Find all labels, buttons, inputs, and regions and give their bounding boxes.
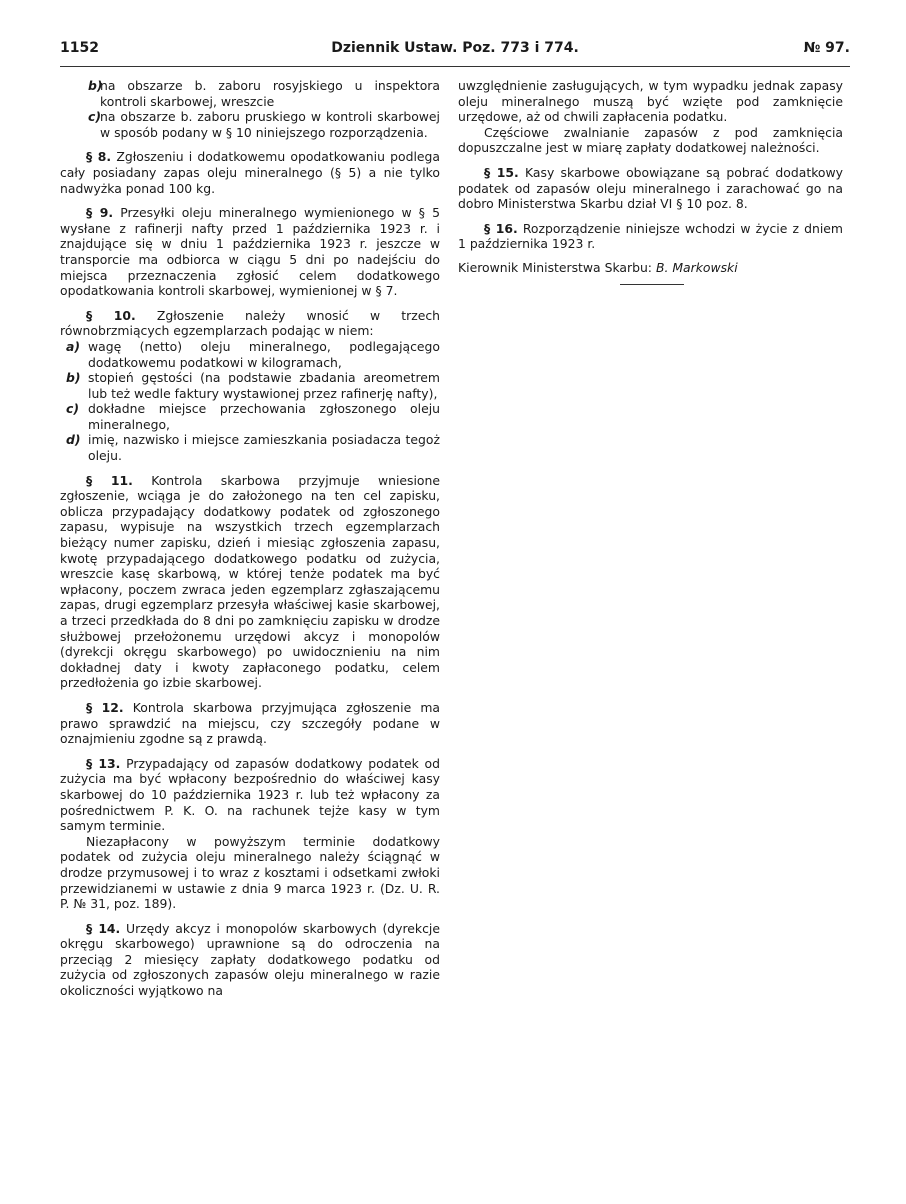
section-text: Urzędy akcyz i monopolów skarbowych (dyrekcje okręgu skarbowego) uprawnione są do odroczenia na przeciąg 2 miesięcy zapłaty dodatkowego podatku od zużycia od zgłoszonych zapasów oleju mineralnego w razie okoliczności wyjątkowo na <box>60 920 440 999</box>
section-14 <box>60 921 440 999</box>
section-text: Rozporządzenie niniejsze wchodzi w życie z dniem 1 października 1923 r. <box>458 220 843 252</box>
item-text: dokładne miejsce przechowania zgłoszonego oleju mineralnego, <box>88 401 440 432</box>
section-text: Przesyłki oleju mineralnego wymienionego w § 5 wysłane z rafinerji nafty przed 1 października 1923 r. i znajdujące się w dniu 1 października 1923 r. jeszcze w transporcie ma odbiorca w ciągu 5 dni po nadejściu do miejsca przeznaczenia zgłosić celem dodatkowego opodatkowania kontroli skarbowej, wymienionej w § 7. <box>60 205 440 299</box>
list-item <box>60 401 440 432</box>
section-number: § 12. <box>86 699 124 715</box>
page-header <box>60 40 850 62</box>
item-label: d) <box>66 432 81 448</box>
list-item <box>60 370 440 401</box>
list-item <box>60 339 440 370</box>
section-number: § 9. <box>86 205 114 221</box>
signature-name: B. Markowski <box>655 259 738 275</box>
section-text: Zgłoszeniu i dodatkowemu opodatkowaniu podlega cały posiadany zapas oleju mineralnego (§ 5) a nie tylko nadwyżka ponad 100 kg. <box>60 149 440 196</box>
section-10-items <box>60 339 440 464</box>
section-number: § 15. <box>484 164 519 180</box>
section-16 <box>458 221 843 252</box>
section-9 <box>60 205 440 299</box>
item-label: a) <box>66 338 81 354</box>
section-number: § 13. <box>86 755 121 771</box>
section-13-continuation: Niezapłacony w powyższym terminie dodatkowy podatek od zużycia oleju mineralnego należy ściągnąć w drodze przymusowej i to wraz z kosztami i odsetkami zwłoki przewidzianemi w ustawie z dnia 9 marca 1923 r. (Dz. U. R. P. № 31, poz. 189). <box>60 833 440 912</box>
item-text: na obszarze b. zaboru rosyjskiego u inspektora kontroli skarbowej, wreszcie <box>100 78 440 109</box>
section-13 <box>60 756 440 834</box>
item-text: na obszarze b. zaboru pruskiego w kontroli skarbowej w sposób podany w § 10 niniejszego rozporządzenia. <box>100 109 440 140</box>
item-label: b) <box>66 370 81 386</box>
section-number: § 11. <box>86 472 133 488</box>
section-number: § 14. <box>86 920 121 936</box>
section-number: § 16. <box>484 220 518 236</box>
item-label: c) <box>88 109 102 125</box>
signature-role: Kierownik Ministerstwa Skarbu: <box>458 259 652 275</box>
item-text: wagę (netto) oleju mineralnego, podlegającego dodatkowemu podatkowi w kilogramach, <box>88 338 440 370</box>
section-text: Kontrola skarbowa przyjmująca zgłoszenie ma prawo sprawdzić na miejscu, czy szczegóły podane w oznajmieniu zgodne są z prawdą. <box>60 699 440 747</box>
section-text: Przypadający od zapasów dodatkowy podatek od zużycia ma być wpłacony bezpośrednio do właściwej kasy skarbowej do 10 października 1923 r. lub też wpłacony za pośrednictwem P. K. O. na rachunek tejże kasy w tym samym terminie. <box>60 755 440 834</box>
item-text: imię, nazwisko i miejsce zamieszkania posiadacza tegoż oleju. <box>88 432 440 464</box>
header-rule <box>60 66 850 67</box>
signature <box>458 260 843 276</box>
left-column <box>60 78 440 999</box>
list-item <box>60 432 440 463</box>
journal-title: Dziennik Ustaw. Poz. 773 i 774. <box>331 40 579 56</box>
list-item <box>60 109 440 140</box>
item-text: stopień gęstości (na podstawie zbadania areometrem lub też wedle faktury wystawionej przez rafinerję nafty), <box>88 370 440 401</box>
item-label: c) <box>66 401 80 417</box>
issue-number: № 97. <box>803 40 850 56</box>
section-10 <box>60 308 440 339</box>
items-top-list <box>60 78 440 140</box>
right-column <box>458 78 843 285</box>
section-11 <box>60 473 440 691</box>
list-item <box>60 78 440 109</box>
closing-rule <box>620 284 684 285</box>
section-number: § 8. <box>86 149 112 165</box>
section-8 <box>60 149 440 196</box>
section-text: Kontrola skarbowa przyjmuje wniesione zgłoszenie, wciąga je do założonego na ten cel zapisku, oblicza przypadający dodatkowy podatek od zgłoszonego zapasu, wypisuje na wszystkich trzech egzemplarzach bieżący numer zapisku, dzień i miesiąc zgłoszenia zapasu, kwotę przypadającego dodatkowego podatku od zużycia, wreszcie kasę skarbową, w której tenże podatek ma być wpłacony, poczem zwraca jeden egzemplarz zgłaszającemu zapas, drugi egzemplarz przesyła właściwej kasie skarbowej, a trzeci przedkłada do 8 dni po zamknięciu zapisku w drodze służbowej przełożonemu urzędowi akcyz i monopolów (dyrekcji okręgu skarbowego) po uwidocznieniu na nim dokładnej daty i kwoty zapłaconego podatku, celem przedłożenia go izbie skarbowej. <box>60 472 440 691</box>
section-text: Zgłoszenie należy wnosić w trzech równobrzmiących egzemplarzach podając w niem: <box>60 307 440 339</box>
section-14-second-paragraph: Częściowe zwalnianie zapasów z pod zamknięcia dopuszczalne jest w miarę zapłaty dodatkowej należności. <box>458 124 843 156</box>
item-label: b) <box>88 78 103 93</box>
section-14-continuation: uwzględnienie zasługujących, w tym wypadku jednak zapasy oleju mineralnego muszą być wzięte pod zamknięcie urzędowe, aż od chwili zapłacenia podatku. <box>458 78 843 125</box>
section-12 <box>60 700 440 747</box>
section-text: Kasy skarbowe obowiązane są pobrać dodatkowy podatek od zapasów oleju mineralnego i zarachować go na dobro Ministerstwa Skarbu dział VI § 10 poz. 8. <box>458 164 843 212</box>
section-number: § 10. <box>86 307 136 323</box>
section-15 <box>458 165 843 212</box>
page-number: 1152 <box>60 40 99 56</box>
